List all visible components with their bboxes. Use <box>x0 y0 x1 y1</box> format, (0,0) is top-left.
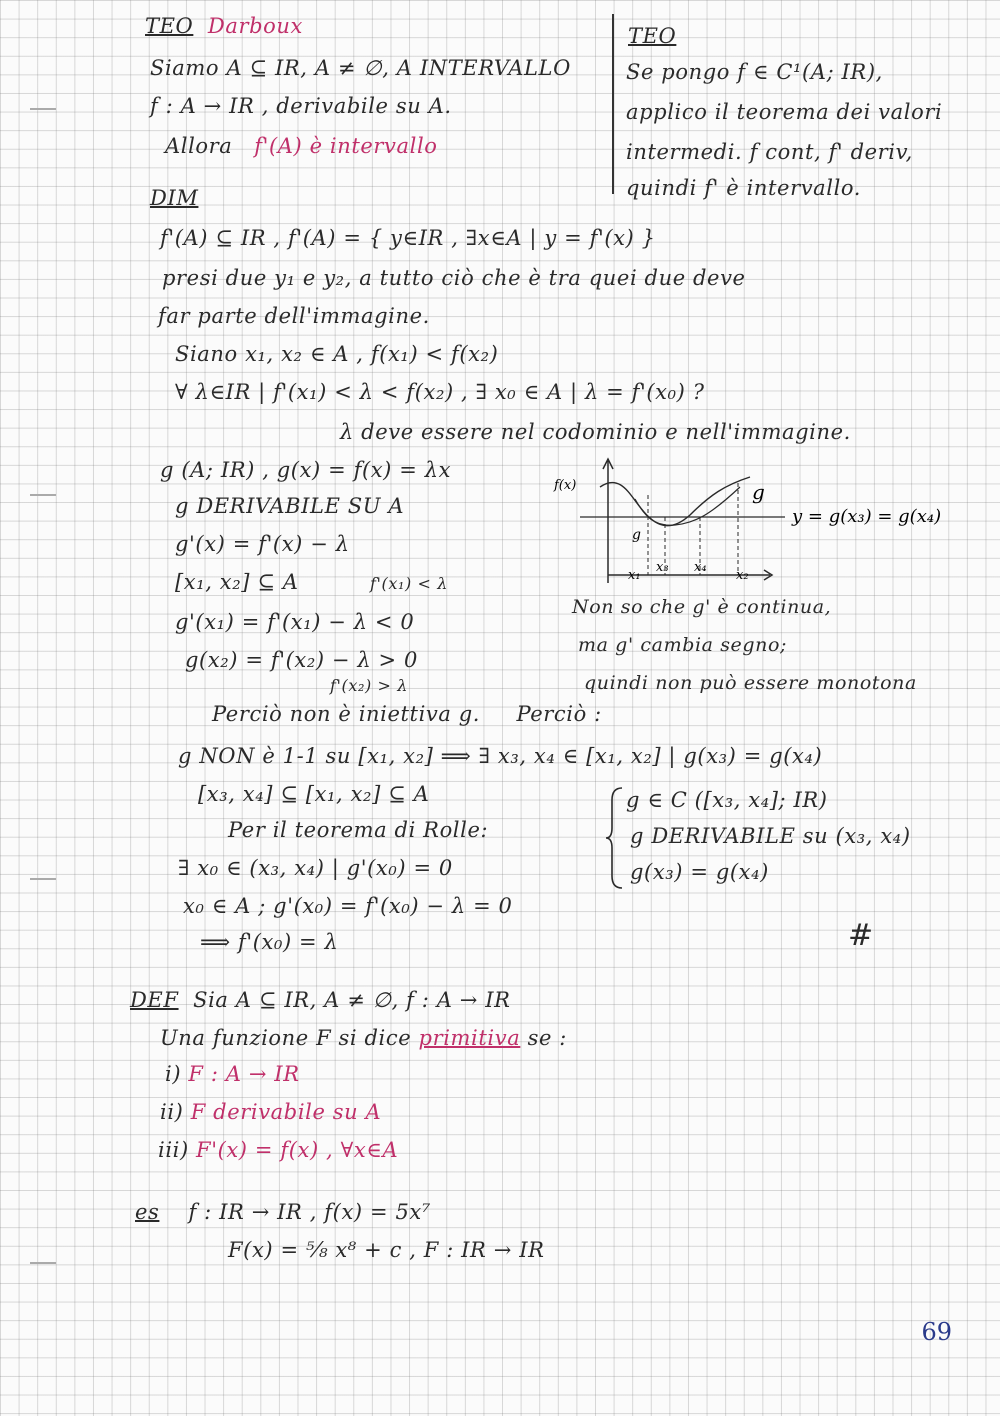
proof-line: x₀ ∈ A ; g'(x₀) = f'(x₀) − λ = 0 <box>183 894 513 918</box>
definition-term: primitiva <box>418 1026 521 1050</box>
graph-note: Non so che g' è continua, <box>572 596 832 618</box>
example-function: f : IR → IR , f(x) = 5x⁷ <box>188 1200 431 1224</box>
graph-label-g: g <box>752 480 765 504</box>
definition-statement <box>160 1026 567 1050</box>
graph-label-y: y = g(x₃) = g(x₄) <box>792 506 942 527</box>
graph-tick-x4: x₄ <box>694 560 707 575</box>
thesis-statement: f'(A) è intervallo <box>254 134 438 158</box>
definition-label: DEF <box>130 988 179 1012</box>
proof-line: g'(x) = f'(x) − λ <box>175 532 350 556</box>
rolle-condition: g(x₃) = g(x₄) <box>630 860 769 884</box>
proof-line: f'(A) ⊆ IR , f'(A) = { y∈IR , ∃x∈A | y = f'(x) } <box>160 226 656 250</box>
right-theorem-label: TEO <box>628 24 677 48</box>
not-injective-text: Perciò non è iniettiva g. <box>212 702 481 726</box>
function-sketch <box>554 455 980 590</box>
definition-item <box>160 1100 381 1124</box>
proof-line: ∃ x₀ ∈ (x₃, x₄) | g'(x₀) = 0 <box>178 856 453 880</box>
right-note-line: Se pongo f ∈ C¹(A; IR), <box>626 60 883 84</box>
definition-item <box>158 1138 398 1162</box>
item-text: F'(x) = f(x) , ∀x∈A <box>196 1138 399 1162</box>
proof-line: λ deve essere nel codominio e nell'immagine. <box>340 420 851 444</box>
theorem-header <box>145 14 303 38</box>
graph-note: quindi non può essere monotona <box>584 672 917 694</box>
page-number: 69 <box>921 1318 952 1346</box>
item-number: i) <box>165 1062 182 1086</box>
rolle-condition: g DERIVABILE su (x₃, x₄) <box>630 824 911 848</box>
proof-line: Per il teorema di Rolle: <box>228 818 489 842</box>
graph-tick-x1: x₁ <box>628 568 641 583</box>
proof-line: ∀ λ∈IR | f'(x₁) < λ < f(x₂) , ∃ x₀ ∈ A | λ = f'(x₀) ? <box>175 380 705 404</box>
rolle-condition: g ∈ C ([x₃, x₄]; IR) <box>626 788 828 812</box>
definition-header <box>130 988 511 1012</box>
qed-mark: # <box>848 918 874 953</box>
graph-tick-x3: x₃ <box>656 560 669 575</box>
graph-label-g-small: g <box>632 527 641 543</box>
rolle-brace <box>604 786 626 890</box>
item-number: ii) <box>160 1100 184 1124</box>
theorem-label: TEO <box>145 14 194 38</box>
proof-line: g'(x₁) = f'(x₁) − λ < 0 <box>175 610 415 634</box>
graph-tick-x2: x₂ <box>736 568 749 583</box>
proof-label: DIM <box>150 186 199 210</box>
binder-hole-mark <box>30 494 56 496</box>
definition-intro: Una funzione F si dice <box>160 1026 412 1050</box>
proof-line: far parte dell'immagine. <box>158 304 430 328</box>
thesis-intro: Allora <box>165 134 233 158</box>
proof-line: presi due y₁ e y₂, a tutto ciò che è tra quei due deve <box>162 266 746 290</box>
proof-conclusion-line <box>212 702 602 726</box>
example-line <box>135 1200 431 1224</box>
item-text: F derivabile su A <box>190 1100 382 1124</box>
definition-if: se : <box>527 1026 567 1050</box>
binder-hole-mark <box>30 878 56 880</box>
item-number: iii) <box>158 1138 189 1162</box>
theorem-thesis <box>165 134 438 158</box>
proof-line: g DERIVABILE SU A <box>175 494 405 518</box>
example-primitive: F(x) = ⁵⁄₈ x⁸ + c , F : IR → IR <box>228 1238 545 1262</box>
definition-hypothesis: Sia A ⊆ IR, A ≠ ∅, f : A → IR <box>193 988 511 1012</box>
proof-line: ⟹ f'(x₀) = λ <box>200 930 339 954</box>
example-label: es <box>135 1200 160 1224</box>
item-text: F : A → IR <box>188 1062 300 1086</box>
proof-side-note: f'(x₁) < λ <box>370 574 448 593</box>
proof-line: [x₃, x₄] ⊆ [x₁, x₂] ⊆ A <box>198 782 430 806</box>
binder-hole-mark <box>30 1262 56 1264</box>
proof-line: g (A; IR) , g(x) = f(x) = λx <box>160 458 452 482</box>
column-divider <box>612 14 614 194</box>
definition-item <box>165 1062 300 1086</box>
therefore-text: Perciò : <box>516 702 602 726</box>
graph-note: ma g' cambia segno; <box>578 634 788 656</box>
binder-hole-mark <box>30 108 56 110</box>
right-note-line: applico il teorema dei valori <box>626 100 943 124</box>
proof-line: Siano x₁, x₂ ∈ A , f(x₁) < f(x₂) <box>175 342 499 366</box>
proof-line: [x₁, x₂] ⊆ A <box>175 570 299 594</box>
proof-side-note: f'(x₂) > λ <box>330 676 408 695</box>
theorem-function: f : A → IR , derivabile su A. <box>150 94 452 118</box>
theorem-name: Darboux <box>207 14 303 38</box>
right-note-line: intermedi. f cont, f' deriv, <box>626 140 913 164</box>
right-note-line: quindi f' è intervallo. <box>626 176 862 200</box>
theorem-hypothesis: Siamo A ⊆ IR, A ≠ ∅, A INTERVALLO <box>150 56 571 80</box>
proof-line: g(x₂) = f'(x₂) − λ > 0 <box>185 648 418 672</box>
graph-label-fx: f(x) <box>554 478 577 493</box>
proof-line: g NON è 1-1 su [x₁, x₂] ⟹ ∃ x₃, x₄ ∈ [x₁, x₂] | g(x₃) = g(x₄) <box>178 744 823 768</box>
